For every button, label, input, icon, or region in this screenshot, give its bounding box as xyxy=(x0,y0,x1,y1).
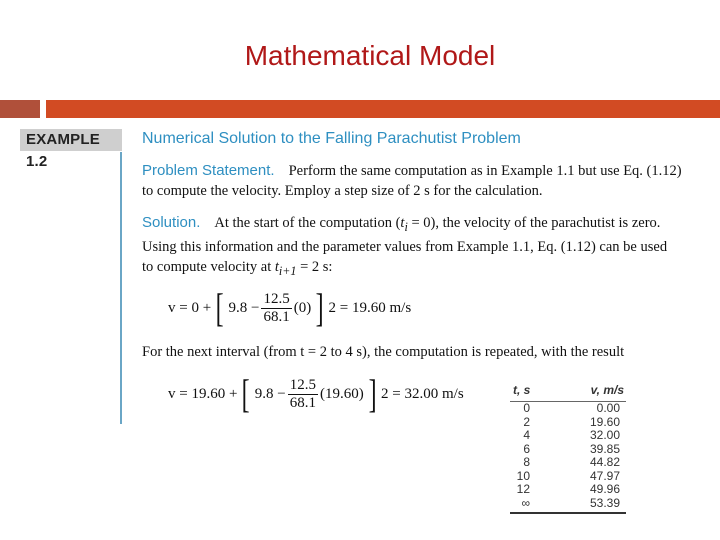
cell-t: 10 xyxy=(516,468,530,483)
eq1-term: 9.8 − xyxy=(228,299,260,316)
t-i-plus-1: $t_{i+1}$ xyxy=(274,258,297,278)
cell-v: 49.96 xyxy=(589,482,620,496)
col-header-velocity: v, m/s xyxy=(590,383,624,397)
cell-v: 47.97 xyxy=(589,468,620,483)
table-row xyxy=(510,402,626,416)
cell-v: 44.82 xyxy=(589,455,620,469)
eq1-denominator: 68.1 xyxy=(263,308,290,325)
solution-text-1b: ), the velocity of the parachutist is zero. xyxy=(430,215,661,231)
problem-text-line2: to compute the velocity. Employ a step size of 2 s for the calculation. xyxy=(142,183,543,199)
example-label: EXAMPLE 1.2 xyxy=(20,129,122,151)
table-header xyxy=(510,383,626,402)
solution-text-3b: = 2 s: xyxy=(300,258,333,275)
cell-t: 8 xyxy=(523,455,530,469)
eq2-denominator: 68.1 xyxy=(289,394,316,411)
problem-statement xyxy=(142,161,702,201)
cell-t: 2 xyxy=(523,414,530,429)
next-interval-text: For the next interval (from t = 2 to 4 s), the computation is repeated, with the result xyxy=(142,344,625,360)
solution-heading: Solution. xyxy=(142,214,201,231)
solution: Solution. At the start of the computation $(t_i = 0)$, the velocity of the parachutist is zero. Using this information and the parameter values from Example 1.1, Eq. (1.12) can be used to compute velocity at $t_{i+1} = 2$ s: xyxy=(142,214,668,278)
cell-v: 53.39 xyxy=(589,495,620,510)
table-row xyxy=(510,429,626,443)
cell-t: 4 xyxy=(523,428,530,442)
solution-text-3a: to compute velocity at xyxy=(142,258,272,275)
t-i-equals-zero: $t_i$ xyxy=(400,215,408,234)
cell-t: ∞ xyxy=(521,495,530,510)
slide-title: Mathematical Model xyxy=(244,40,496,71)
table-row xyxy=(510,497,626,511)
cell-t: 6 xyxy=(523,441,530,456)
header-bar xyxy=(46,100,720,118)
table-bottom-rule xyxy=(510,512,626,514)
solution-text-1a: At the start of the computation ( xyxy=(214,215,401,231)
eq1-lhs: v = 0 + xyxy=(168,299,212,316)
eq2-rhs: 2 = 32.00 m/s xyxy=(381,385,464,402)
eq1-fraction xyxy=(261,291,291,326)
equation-2: v = 19.60 + [ 9.8 − $\frac{12.5}{68.1}$ (19.60) ] 2 = 32.00 m/s xyxy=(168,371,464,416)
eq2-term: 9.8 − xyxy=(254,385,286,402)
cell-v: 19.60 xyxy=(589,414,620,429)
cell-v: 32.00 xyxy=(589,428,620,442)
problem-heading: Problem Statement. xyxy=(142,162,275,179)
cell-v: 0.00 xyxy=(596,401,620,415)
col-header-time: t, s xyxy=(513,383,531,397)
equation-1: v = 0 + [ 9.8 − $\frac{12.5}{68.1}$ (0) ] 2 = 19.60 m/s xyxy=(168,285,412,330)
cell-t: 0 xyxy=(523,401,530,415)
velocity-table xyxy=(510,383,626,514)
eq2-fraction xyxy=(288,377,318,412)
example-title: Numerical Solution to the Falling Parachutist Problem xyxy=(142,130,521,147)
header-bar-accent xyxy=(0,100,40,118)
eq2-argument: (19.60) xyxy=(319,385,364,402)
table-row xyxy=(510,416,626,430)
table-row xyxy=(510,470,626,484)
eq2-numerator: 12.5 xyxy=(289,376,316,393)
eq1-argument: (0) xyxy=(293,299,312,316)
problem-text-line1: Perform the same computation as in Example 1.1 but use Eq. (1.12) xyxy=(288,163,682,179)
solution-text-2: Using this information and the parameter values from Example 1.1, Eq. (1.12) can be used xyxy=(142,238,668,255)
eq1-numerator: 12.5 xyxy=(263,290,290,307)
cell-t: 12 xyxy=(516,482,530,496)
table-row xyxy=(510,483,626,497)
cell-v: 39.85 xyxy=(589,441,620,456)
eq2-lhs: v = 19.60 + xyxy=(168,385,238,402)
table-row xyxy=(510,443,626,457)
eq1-rhs: 2 = 19.60 m/s xyxy=(328,299,412,316)
example-divider xyxy=(120,152,122,424)
table-row xyxy=(510,456,626,470)
